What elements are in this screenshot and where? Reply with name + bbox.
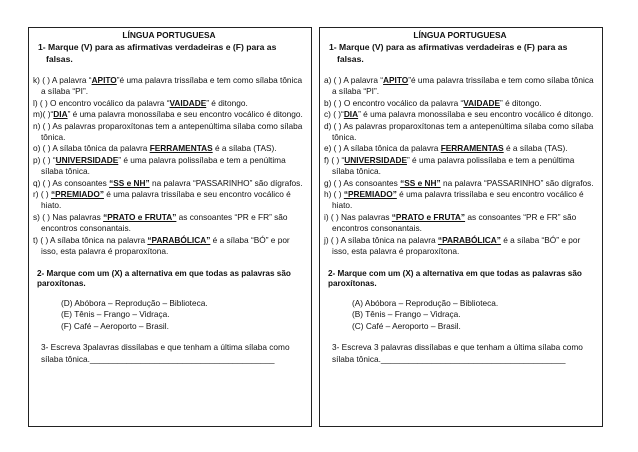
item-text: g) ( ) As consoantes (324, 177, 401, 188)
item-text: s) ( ) Nas palavras (33, 211, 104, 222)
item-text: é a sílaba (TAS). (503, 143, 568, 154)
item-text: n) ( ) As palavras proparoxítonas tem a antepenúltima sílaba como sílaba tônica. (33, 120, 303, 143)
worksheet-left (28, 27, 312, 427)
item-text: j) ( ) A sílaba tônica na palavra (324, 234, 438, 245)
item-text: l) ( ) O encontro vocálico da palavra “ (33, 97, 170, 108)
true-false-item (324, 235, 596, 258)
item-keyword: APITO (383, 75, 409, 85)
true-false-item (324, 121, 596, 144)
true-false-item (324, 75, 596, 98)
item-text: ” é ditongo. (500, 97, 542, 108)
item-text: na palavra “PASSARINHO” são dígrafos. (440, 177, 594, 188)
item-text: i) ( ) Nas palavras (324, 211, 392, 222)
item-text: ” é ditongo. (206, 97, 248, 108)
item-text: na palavra “PASSARINHO” são dígrafos. (149, 177, 303, 188)
worksheet-title: LÍNGUA PORTUGUESA (413, 30, 507, 40)
item-keyword: “PRATO e FRUTA” (103, 211, 177, 222)
true-false-item (33, 178, 305, 189)
true-false-item (33, 155, 305, 178)
true-false-item (33, 75, 305, 98)
item-keyword: FERRAMENTAS (440, 143, 504, 154)
item-text: p) ( ) “ (33, 154, 56, 165)
true-false-item (324, 98, 596, 109)
true-false-item (33, 189, 305, 212)
true-false-item (324, 178, 596, 189)
true-false-item (33, 109, 305, 120)
question-1-items (33, 75, 305, 258)
item-keyword: DIA (53, 109, 68, 120)
worksheet-title: LÍNGUA PORTUGUESA (122, 30, 216, 40)
question-2-options (352, 298, 596, 333)
question-3: 3- Escreva 3palavras dissílabas e que tenham a última sílaba como sílaba tônica.________________________________________ (41, 342, 290, 364)
item-keyword: DIA (343, 109, 359, 120)
item-text: é a sílaba “BÓ” e por isso, esta palavra é proparoxítona. (41, 234, 290, 257)
item-text: c) ( )“ (324, 109, 344, 120)
item-text: m)( )“ (33, 109, 54, 120)
option-e: (E) Tênis – Frango – Vidraça. (61, 309, 170, 319)
item-text: é a sílaba (TAS). (212, 143, 277, 154)
item-text: r) ( ) (33, 189, 51, 200)
question-3: 3- Escreva 3 palavras dissílabas e que tenham a última sílaba como sílaba tônica.________________________________________ (332, 342, 583, 364)
worksheet-right (319, 27, 603, 427)
item-keyword: “SS e NH” (109, 177, 150, 188)
item-keyword: “PARABÓLICA” (147, 234, 211, 245)
item-text: h) ( ) (324, 189, 344, 200)
question-1-items (324, 75, 596, 258)
item-keyword: “PREMIADO” (50, 189, 104, 200)
item-keyword: UNIVERSIDADE (344, 154, 407, 165)
item-text: ” é uma palavra polissílaba e tem a penúltima sílaba tônica. (332, 154, 575, 177)
item-keyword: VAIDADE (169, 97, 207, 108)
item-keyword: “PREMIADO” (343, 189, 397, 200)
question-1: 1- Marque (V) para as afirmativas verdadeiras e (F) para as falsas. (38, 42, 277, 64)
option-f: (F) Café – Aeroporto – Brasil. (61, 320, 169, 331)
true-false-item (324, 189, 596, 212)
item-keyword: APITO (91, 75, 117, 85)
item-text: é uma palavra trissílaba e seu encontro vocálico é hiato. (332, 189, 584, 211)
item-text: k) ( ) A palavra “ (33, 75, 92, 85)
item-keyword: “PARABÓLICA” (437, 234, 501, 245)
item-text: d) ( ) As palavras proparoxítonas tem a antepenúltima sílaba como sílaba tônica. (324, 120, 594, 143)
item-text: ” é uma palavra monossílaba e seu encontro vocálico é ditongo. (358, 109, 594, 120)
item-text: a) ( ) A palavra “ (324, 75, 384, 85)
true-false-item (324, 143, 596, 154)
option-b: (B) Tênis – Frango – Vidraça. (352, 309, 461, 319)
question-1: 1- Marque (V) para as afirmativas verdadeiras e (F) para as falsas. (329, 42, 568, 64)
item-keyword: “PRATO e FRUTA” (391, 211, 466, 222)
question-2-options (61, 298, 305, 333)
option-d: (D) Abóbora – Reprodução – Biblioteca. (61, 297, 208, 308)
item-text: t) ( ) A sílaba tônica na palavra (33, 234, 148, 245)
item-keyword: FERRAMENTAS (149, 143, 213, 154)
true-false-item (33, 121, 305, 144)
true-false-item (33, 98, 305, 109)
item-text: e) ( ) A sílaba tônica da palavra (324, 143, 441, 154)
true-false-item (33, 212, 305, 235)
question-2: 2- Marque com um (X) a alternativa em que todas as palavras são paroxítonas. (328, 268, 582, 288)
item-text: o) ( ) A sílaba tônica da palavra (33, 143, 150, 154)
item-text: ” é uma palavra monossílaba e seu encontro vocálico é ditongo. (67, 109, 303, 120)
true-false-item (324, 212, 596, 235)
true-false-item (324, 155, 596, 178)
item-text: as consoantes “PR e FR” são encontros consonantais. (332, 211, 577, 234)
item-text: b) ( ) O encontro vocálico da palavra “ (324, 97, 464, 108)
true-false-item (33, 235, 305, 258)
item-keyword: VAIDADE (463, 97, 500, 108)
item-keyword: “SS e NH” (400, 177, 441, 188)
true-false-item (324, 109, 596, 120)
item-text: ” é uma palavra polissílaba e tem a penúltima sílaba tônica. (41, 154, 286, 177)
true-false-item (33, 143, 305, 154)
item-text: f) ( ) “ (324, 154, 345, 165)
option-a: (A) Abóbora – Reprodução – Biblioteca. (352, 297, 499, 308)
item-text: ”é uma palavra trissílaba e tem como sílaba tônica a sílaba “PI”. (41, 75, 303, 97)
item-text: é uma palavra trissílaba e seu encontro vocálico é hiato. (41, 189, 291, 211)
item-text: as consoantes “PR e FR” são encontros consonantais. (41, 211, 288, 234)
option-c: (C) Café – Aeroporto – Brasil. (352, 320, 461, 331)
item-text: q) ( ) As consoantes (33, 177, 110, 188)
question-2: 2- Marque com um (X) a alternativa em que todas as palavras são paroxítonas. (37, 268, 291, 288)
item-text: é a sílaba “BÓ” e por isso, esta palavra é proparoxítona. (332, 234, 581, 257)
item-text: ”é uma palavra trissílaba e tem como sílaba tônica a sílaba “PI”. (332, 75, 594, 97)
item-keyword: UNIVERSIDADE (55, 154, 119, 165)
